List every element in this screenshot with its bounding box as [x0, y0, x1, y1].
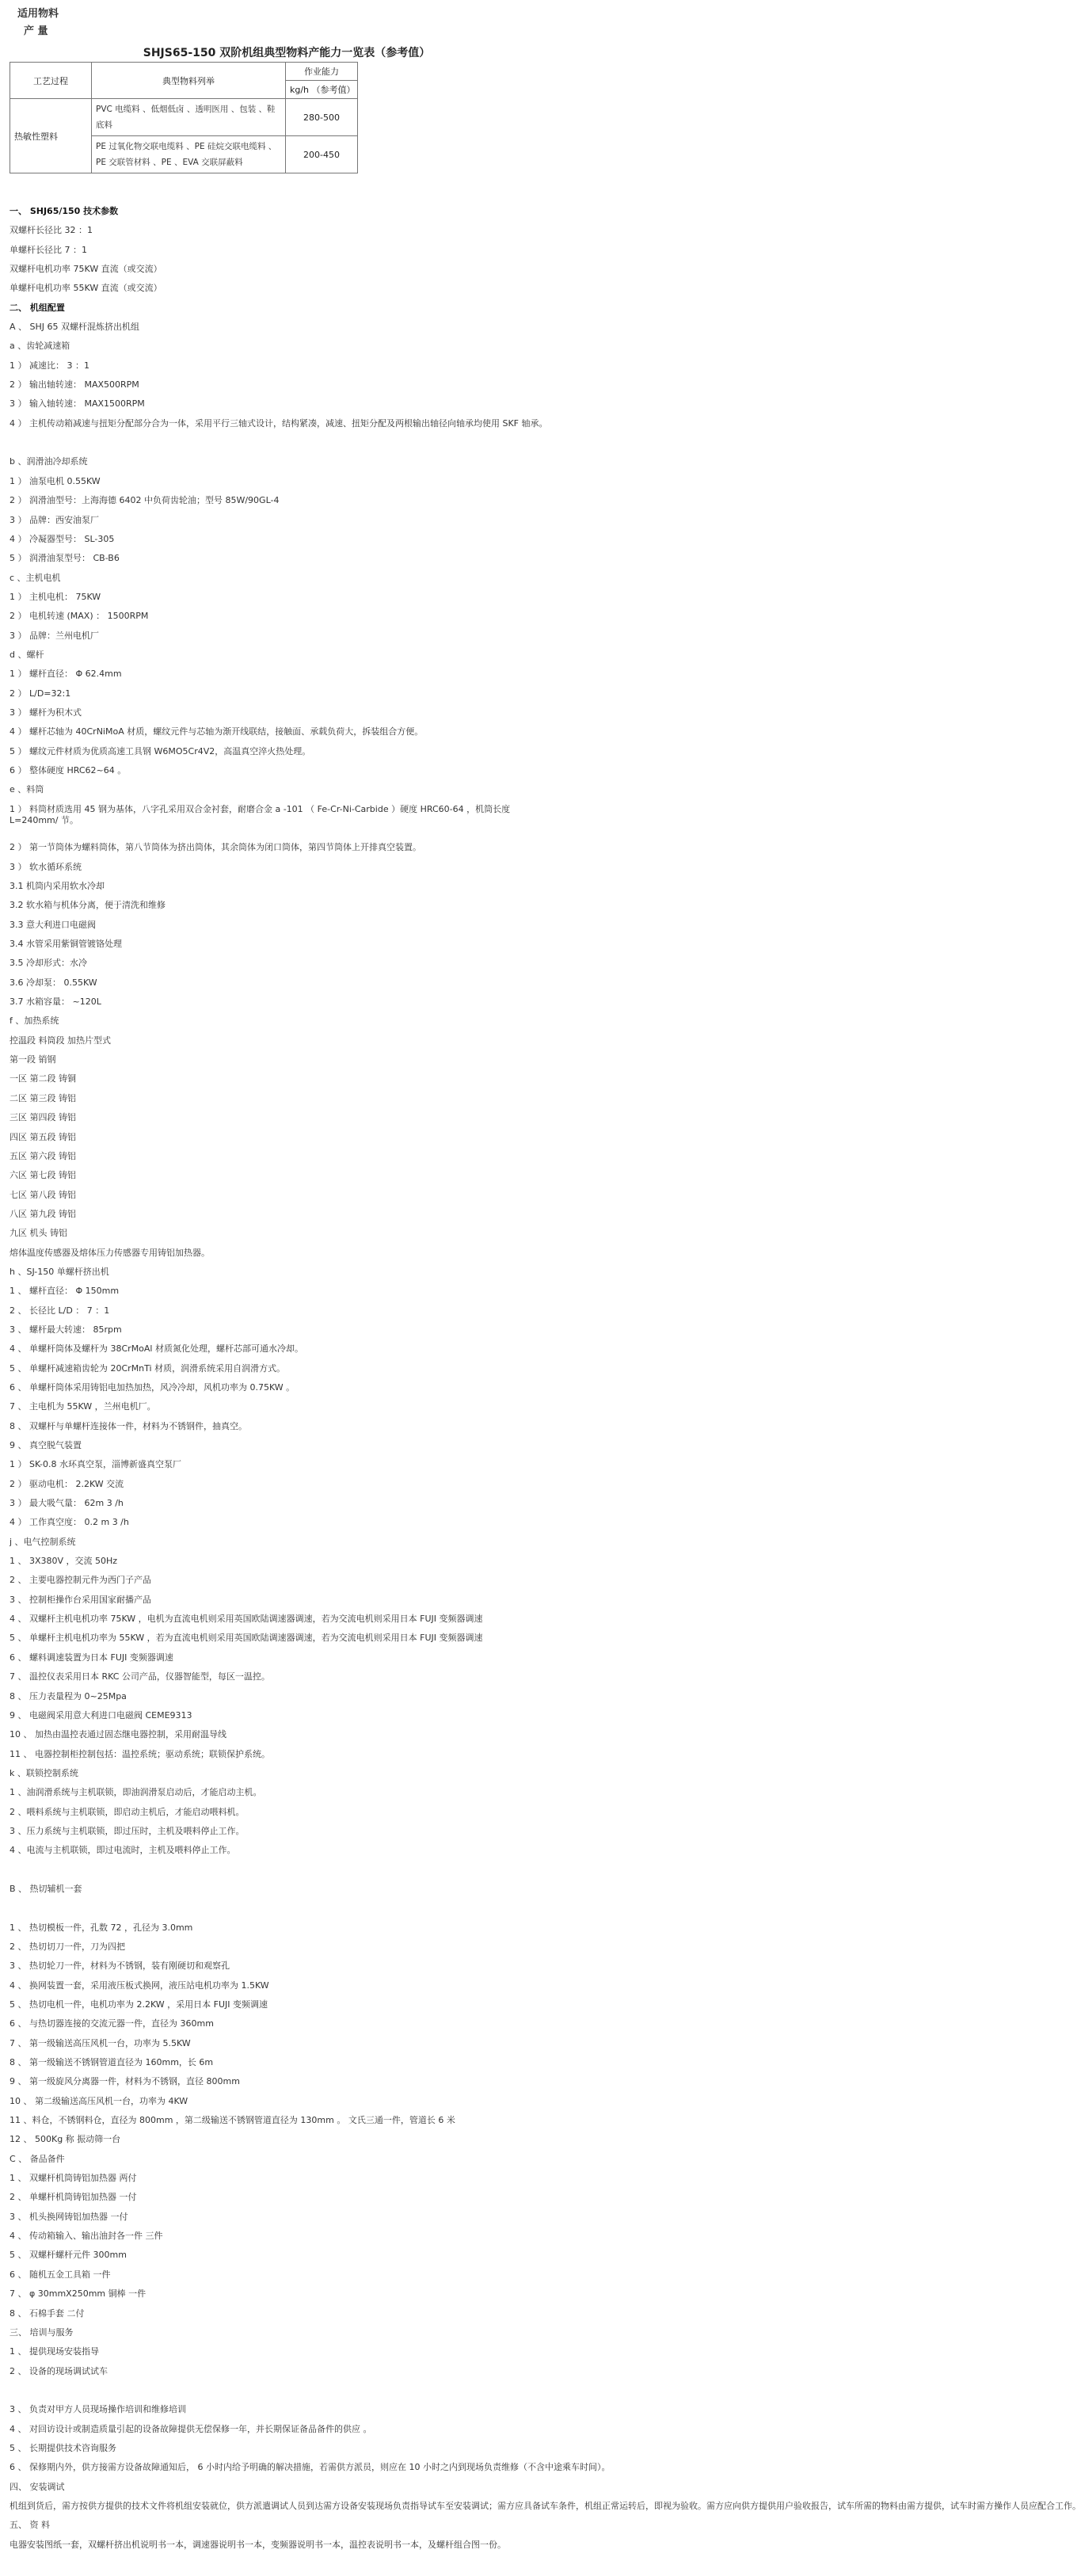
text-line: 3 、压力系统与主机联锁，即过压时，主机及喂料停止工作。 [10, 1825, 245, 1836]
text-line: 九区 机头 铸铝 [10, 1228, 67, 1239]
doc-header-materials: 适用物料 [17, 8, 59, 20]
text-line: 3.1 机筒内采用软水冷却 [10, 881, 105, 892]
text-line: 3.6 冷却泵： 0.55KW [10, 977, 97, 988]
text-line: 6 、 单螺杆筒体采用铸铝电加热加热，风冷冷却，风机功率为 0.75KW 。 [10, 1382, 295, 1393]
text-line: 3.5 冷却形式：水冷 [10, 958, 87, 969]
text-line: 2 、 长径比 L/D ： 7 ：1 [10, 1305, 110, 1316]
capacity-table [10, 62, 358, 173]
text-line: 1 、 双螺杆机筒铸铝加热器 两付 [10, 2173, 137, 2184]
text-line: 10 、 第二级输送高压风机一台，功率为 4KW [10, 2095, 188, 2106]
text-line: 9 、 真空脱气装置 [10, 1440, 82, 1451]
text-line: 单螺杆长径比 7 ：1 [10, 244, 87, 255]
text-line: 2 ） 驱动电机： 2.2KW 交流 [10, 1478, 124, 1489]
text-line: e 、料筒 [10, 784, 44, 795]
table-row [10, 99, 358, 136]
text-line: k 、联锁控制系统 [10, 1767, 78, 1778]
table-header-process: 工艺过程 [10, 63, 92, 99]
text-line: 3.3 意大利进口电磁阀 [10, 919, 96, 930]
text-line: 8 、 石棉手套 二付 [10, 2307, 85, 2319]
text-line: 4 、电流与主机联锁，即过电流时，主机及喂料停止工作。 [10, 1845, 236, 1856]
table-header-row [10, 63, 358, 81]
text-line: 六区 第七段 铸铝 [10, 1170, 76, 1181]
text-line: 1 ） 主机电机： 75KW [10, 591, 101, 602]
text-line: 7 、 主电机为 55KW ，兰州电机厂。 [10, 1401, 156, 1412]
text-line: 三区 第四段 铸铝 [10, 1112, 76, 1123]
table-cell-capacity: 280-500 [286, 99, 358, 136]
text-line: 8 、 双螺杆与单螺杆连接体一件，材料为不锈钢件，抽真空。 [10, 1420, 247, 1431]
doc-header-output: 产 量 [24, 25, 48, 37]
text-line: 3 ） 输入轴转速： MAX1500RPM [10, 398, 145, 410]
text-line: f 、加热系统 [10, 1016, 59, 1027]
text-line: 4 、 单螺杆筒体及螺杆为 38CrMoAl 材质氮化处理，螺杆芯部可通水冷却。 [10, 1343, 303, 1355]
text-line: C 、 备品备件 [10, 2153, 65, 2164]
text-line: 4 ） 主机传动箱减速与扭矩分配部分合为一体，采用平行三轴式设计，结构紧凑，减速、扭矩分配及两根输出轴径向轴承均使用 SKF 轴承。 [10, 417, 548, 429]
text-line: 1 、 热切模板一件，孔数 72 ，孔径为 3.0mm [10, 1922, 193, 1933]
text-line: 3 ） 螺杆为积木式 [10, 707, 82, 718]
page-title: SHJS65-150 双阶机组典型物料产能力一览表（参考值） [143, 47, 431, 59]
text-line: 6 、 随机五金工具箱 一件 [10, 2269, 111, 2280]
text-line: c 、主机电机 [10, 572, 61, 583]
text-line: 1 、 3X380V ，交流 50Hz [10, 1556, 118, 1567]
text-line: 3.7 水箱容量： ~120L [10, 996, 101, 1008]
text-line: 熔体温度传感器及熔体压力传感器专用铸铝加热器。 [10, 1247, 210, 1258]
text-line: 控温段 料筒段 加热片型式 [10, 1035, 111, 1046]
text-line: 11 、料仓，不锈钢料仓，直径为 800mm ，第二级输送不锈钢管道直径为 130mm 。 文氏三通一件，管道长 6 米 [10, 2115, 455, 2126]
text-line: 1 、油润滑系统与主机联锁，即油润滑泵启动后，才能启动主机。 [10, 1787, 262, 1798]
text-line: A 、 SHJ 65 双螺杆混炼挤出机组 [10, 322, 140, 333]
text-line: 4 、 传动箱输入、输出油封各一件 三件 [10, 2231, 163, 2242]
table-cell-capacity: 200-450 [286, 136, 358, 173]
text-line: 双螺杆电机功率 75KW 直流（或交流） [10, 264, 162, 275]
text-line: 3 、 机头换网铸铝加热器 一付 [10, 2211, 128, 2222]
table-header-material: 典型物料列举 [92, 63, 286, 99]
text-line: 第一段 销钢 [10, 1054, 56, 1065]
text-line: 机组到货后，需方按供方提供的技术文件将机组安装就位，供方派遣调试人员到达需方设备安装现场负责指导试车至安装调试；需方应具备试车条件，机组正常运转后，即视为验收。需方应向供方提供用户验收报告，试车所需的物料由需方提供，试车时需方操作人员应配合工作。 [10, 2500, 1081, 2511]
text-line: 2 、 单螺杆机筒铸铝加热器 一付 [10, 2192, 137, 2203]
text-line: 1 ） 减速比： 3 ：1 [10, 360, 89, 371]
text-line: 2 ） 电机转速 (MAX) ： 1500RPM [10, 611, 149, 622]
text-line: 5 、 单螺杆主机电机功率为 55KW ，若为直流电机则采用英国欧陆调速器调速，若为交流电机则采用日本 FUJI 变频器调速 [10, 1633, 483, 1644]
text-line: 9 、 电磁阀采用意大利进口电磁阀 CEME9313 [10, 1709, 192, 1721]
table-cell-process: 热敏性塑料 [10, 99, 92, 173]
text-line: 4 、 换网装置一套，采用液压板式换网，液压站电机功率为 1.5KW [10, 1980, 269, 1991]
text-line: 四、 安装调试 [10, 2481, 65, 2492]
text-line: 3 ） 品牌：西安油泵厂 [10, 514, 99, 525]
section-heading: 一、 SHJ65/150 技术参数 [10, 206, 119, 216]
text-line: 3 、 热切轮刀一件，材料为不锈钢，装有刚硬切和观察孔 [10, 1961, 230, 1972]
text-line: 6 ） 整体硬度 HRC62~64 。 [10, 764, 127, 775]
text-line: 1 ） 油泵电机 0.55KW [10, 475, 101, 486]
text-line: 3 ） 最大吸气量： 62m 3 /h [10, 1498, 124, 1509]
text-line: 2 ） 第一节筒体为螺料筒体，第八节筒体为挤出筒体，其余筒体为闭口筒体，第四节筒体上开排真空装置。 [10, 842, 421, 853]
text-line: 双螺杆长径比 32 ：1 [10, 225, 93, 236]
text-line: 3.2 软水箱与机体分离，便于清洗和维修 [10, 900, 166, 911]
text-line: j 、电气控制系统 [10, 1536, 76, 1547]
text-line: 1 ） SK-0.8 水环真空泵，淄博新盛真空泵厂 [10, 1459, 181, 1470]
text-line: 单螺杆电机功率 55KW 直流（或交流） [10, 283, 162, 294]
text-line: 6 、 与热切器连接的交流元器一件，直径为 360mm [10, 2018, 214, 2029]
table-header-unit: kg/h （参考值） [286, 81, 358, 99]
text-line: 4 ） 工作真空度： 0.2 m 3 /h [10, 1517, 129, 1528]
text-line: 6 、 螺料调速装置为日本 FUJI 变频器调速 [10, 1652, 173, 1663]
text-line: 2 、 主要电器控制元件为西门子产品 [10, 1575, 151, 1586]
text-line: 二区 第三段 铸铝 [10, 1092, 76, 1103]
text-line: 三、 培训与服务 [10, 2326, 74, 2338]
section-heading: 二、 机组配置 [10, 302, 65, 313]
text-line: B 、 热切辅机一套 [10, 1883, 82, 1894]
text-line: 1 、 螺杆直径： Φ 150mm [10, 1286, 120, 1297]
text-line: 3 、 负责对甲方人员现场操作培训和维修培训 [10, 2404, 186, 2415]
table-header-capacity: 作业能力 [286, 63, 358, 81]
text-line: 5 、 热切电机一件，电机功率为 2.2KW ，采用日本 FUJI 变频调速 [10, 1999, 268, 2010]
text-line: 一区 第二段 铸铜 [10, 1073, 76, 1084]
text-line: 1 ） 料筒材质选用 45 钢为基体，八字孔采用双合金衬套，耐磨合金 a -101 （ Fe-Cr-Ni-Carbide ）硬度 HRC60-64 ，机筒长度 L=240mm/ 节。 [10, 803, 511, 825]
text-line: 八区 第九段 铸铝 [10, 1208, 76, 1219]
text-line: 7 、 温控仪表采用日本 RKC 公司产品，仪器智能型，每区一温控。 [10, 1671, 270, 1682]
text-line: 2 、 设备的现场调试试车 [10, 2365, 108, 2376]
text-line: 2 ） L/D=32:1 [10, 688, 71, 699]
text-line: a 、齿轮减速箱 [10, 341, 70, 352]
text-line: 电器安装图纸一套，双螺杆挤出机说明书一本，调速器说明书一本，变频器说明书一本，温控表说明书一本，及螺杆组合图一份。 [10, 2539, 506, 2550]
text-line: 7 、 φ 30mmX250mm 铜棒 一件 [10, 2288, 147, 2300]
text-line: 11 、 电器控制柜控制包括：温控系统；驱动系统；联锁保护系统。 [10, 1748, 270, 1759]
text-line: b 、润滑油冷却系统 [10, 456, 88, 467]
text-line: 9 、 第一级旋风分离器一件，材料为不锈钢，直径 800mm [10, 2076, 240, 2087]
text-line: 4 、 对回访设计或制造质量引起的设备故障提供无偿保修一年，并长期保证备品备件的供应 。 [10, 2423, 372, 2434]
text-line: 5 、 单螺杆减速箱齿轮为 20CrMnTi 材质，润滑系统采用自润滑方式。 [10, 1362, 286, 1374]
text-line: 3 、 控制柜操作台采用国家耐播产品 [10, 1594, 151, 1605]
text-line: 3 ） 品牌：兰州电机厂 [10, 630, 99, 641]
text-line: 2 、喂料系统与主机联锁，即启动主机后，才能启动喂料机。 [10, 1806, 245, 1817]
text-line: 4 ） 冷凝器型号： SL-305 [10, 533, 115, 544]
text-line: 3 、 螺杆最大转速： 85rpm [10, 1324, 122, 1335]
text-line: 8 、 第一级输送不锈钢管道直径为 160mm，长 6m [10, 2057, 214, 2068]
text-line: 12 、 500Kg 称 振动筛一台 [10, 2134, 121, 2145]
text-line: h 、SJ-150 单螺杆挤出机 [10, 1266, 109, 1277]
text-line: 5 ） 螺纹元件材质为优质高速工具钢 W6MO5Cr4V2，高温真空淬火热处理。 [10, 745, 311, 756]
text-line: 2 ） 输出轴转速： MAX500RPM [10, 379, 139, 391]
text-line: 4 ） 螺杆芯轴为 40CrNiMoA 材质，螺纹元件与芯轴为渐开线联结，接触面、承载负荷大，拆装组合方便。 [10, 726, 424, 737]
text-line: 7 、 第一级输送高压风机一台，功率为 5.5KW [10, 2037, 191, 2048]
text-line: 3.4 水管采用紫铜管镀铬处理 [10, 939, 122, 950]
text-line: 2 、 热切切刀一件，刀为四把 [10, 1941, 125, 1952]
text-line: 五、 资 料 [10, 2520, 50, 2531]
text-line: 5 、 双螺杆螺杆元件 300mm [10, 2250, 127, 2261]
text-line: d 、螺杆 [10, 649, 44, 660]
text-line: 3 ） 软水循环系统 [10, 861, 82, 872]
text-line: 4 、 双螺杆主机电机功率 75KW ，电机为直流电机则采用英国欧陆调速器调速，若为交流电机则采用日本 FUJI 变频器调速 [10, 1614, 483, 1625]
text-line: 1 、 提供现场安装指导 [10, 2346, 99, 2357]
text-line: 5 ） 润滑油泵型号： CB-B6 [10, 553, 120, 564]
text-line: 10 、 加热由温控表通过固态继电器控制，采用耐温导线 [10, 1729, 226, 1740]
text-line: 6 、 保修期内外，供方接需方设备故障通知后， 6 小时内给予明确的解决措施，若需供方派员，则应在 10 小时之内到现场负责维修（不含中途乘车时间）。 [10, 2462, 611, 2473]
text-line: 2 ） 润滑油型号：上海海德 6402 中负荷齿轮油；型号 85W/90GL-4 [10, 495, 280, 506]
text-line: 1 ） 螺杆直径： Φ 62.4mm [10, 669, 122, 680]
table-cell-material: PVC 电缆料 、低烟低卤 、透明医用 、包装 、鞋底料 [92, 99, 286, 136]
table-cell-material: PE 过氧化物交联电缆料 、PE 硅烷交联电缆料 、PE 交联管材料 、PE 、EVA 交联屏蔽料 [92, 136, 286, 173]
text-line: 5 、 长期提供技术咨询服务 [10, 2442, 116, 2453]
text-line: 8 、 压力表量程为 0~25Mpa [10, 1690, 127, 1701]
text-line: 七区 第八段 铸铝 [10, 1189, 76, 1200]
text-line: 五区 第六段 铸铝 [10, 1150, 76, 1161]
text-line: 四区 第五段 铸铝 [10, 1131, 76, 1142]
